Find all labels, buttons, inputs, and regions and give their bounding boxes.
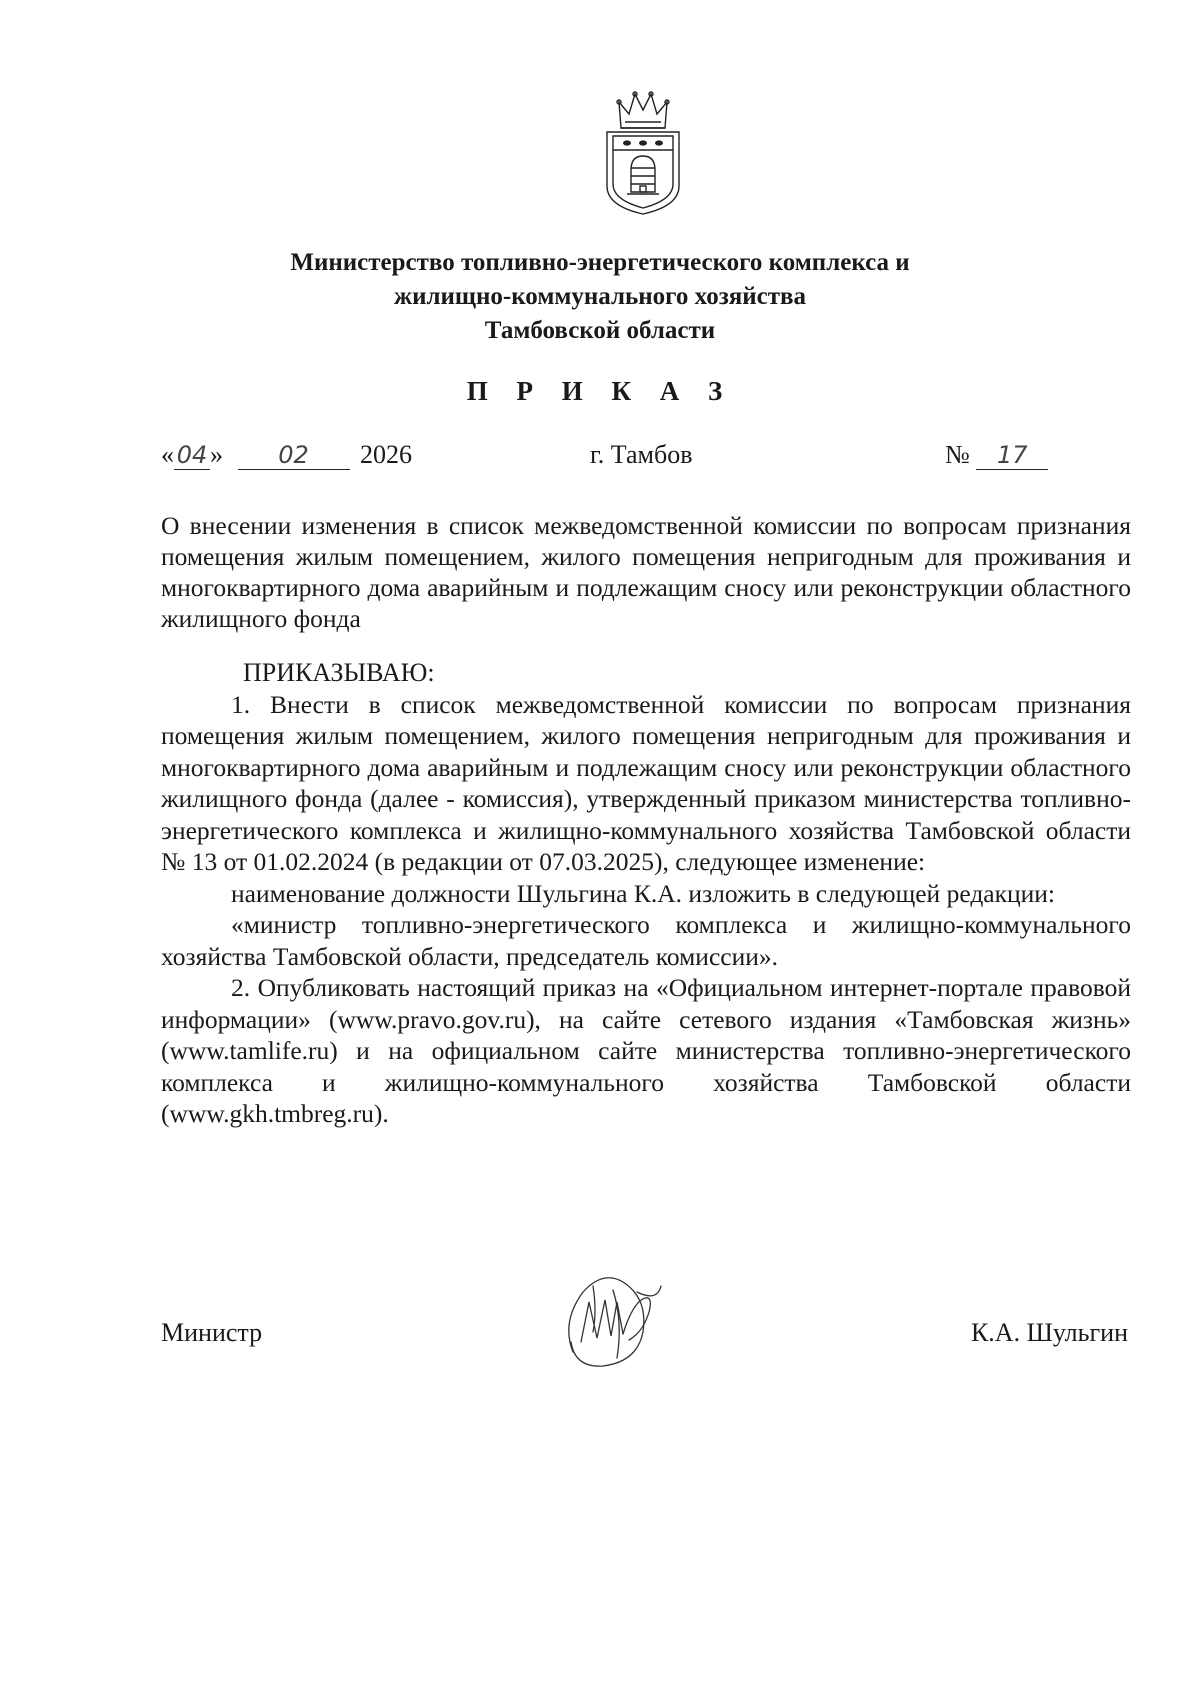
- order-number: 17: [976, 441, 1048, 470]
- city: г. Тамбов: [590, 440, 693, 469]
- header-line-1: Министерство топливно-энергетического комплекса и: [290, 249, 910, 276]
- date-month: 02: [238, 441, 350, 470]
- date-number-line: [0, 440, 1200, 480]
- paragraph-3: «министр топливно-энергетического комплекса и жилищно-коммунального хозяйства Тамбовской области, председатель комиссии».: [161, 910, 1131, 971]
- ministry-header: [180, 246, 1020, 348]
- signature-block: [0, 1318, 1200, 1358]
- document-type-title: П Р И К А З: [466, 376, 734, 406]
- date-year: 2026: [360, 440, 412, 469]
- paragraph-2: наименование должности Шульгина К.А. изложить в следующей редакции:: [231, 878, 1056, 908]
- number-field: [945, 440, 1048, 470]
- coat-of-arms-icon: [597, 88, 689, 218]
- date-field: [161, 440, 412, 470]
- order-word: ПРИКАЗЫВАЮ:: [243, 658, 435, 687]
- paragraph-4: 2. Опубликовать настоящий приказ на «Официальном интернет-портале правовой информации» (www.pravo.gov.ru), на сайте сетевого издания «Тамбовская жизнь» (www.tamlife.ru) и на официальном сайте министерства топливно-энергетического комплекса и жилищно-коммунального хозяйства Тамбовской области (www.gkh.tmbreg.ru).: [161, 973, 1131, 1128]
- header-line-3: Тамбовской области: [484, 317, 716, 344]
- signer-role: Министр: [161, 1318, 263, 1347]
- number-sign: №: [945, 440, 970, 469]
- paragraph-1: 1. Внести в список межведомственной комиссии по вопросам признания помещения жилым помещением, жилого помещения непригодным для проживания и многоквартирного дома аварийным и подлежащим сносу или реконструкции областного жилищного фонда (далее - комиссия), утвержденный приказом министерства топливно-энергетического комплекса и жилищно-коммунального хозяйства Тамбовской области № 13 от 01.02.2024 (в редакции от 07.03.2025), следующее изменение:: [161, 689, 1131, 876]
- order-subject: О внесении изменения в список межведомственной комиссии по вопросам признания помещения жилым помещением, жилого помещения непригодным для проживания и многоквартирного дома аварийным и подлежащим сносу или реконструкции областного жилищного фонда: [161, 511, 1131, 633]
- signer-name: К.А. Шульгин: [970, 1318, 1128, 1347]
- quote-close: »: [210, 440, 223, 469]
- header-line-2: жилищно-коммунального хозяйства: [393, 283, 807, 310]
- order-body: [161, 657, 1131, 1130]
- quote-open: «: [161, 440, 174, 469]
- date-day: 04: [174, 441, 210, 470]
